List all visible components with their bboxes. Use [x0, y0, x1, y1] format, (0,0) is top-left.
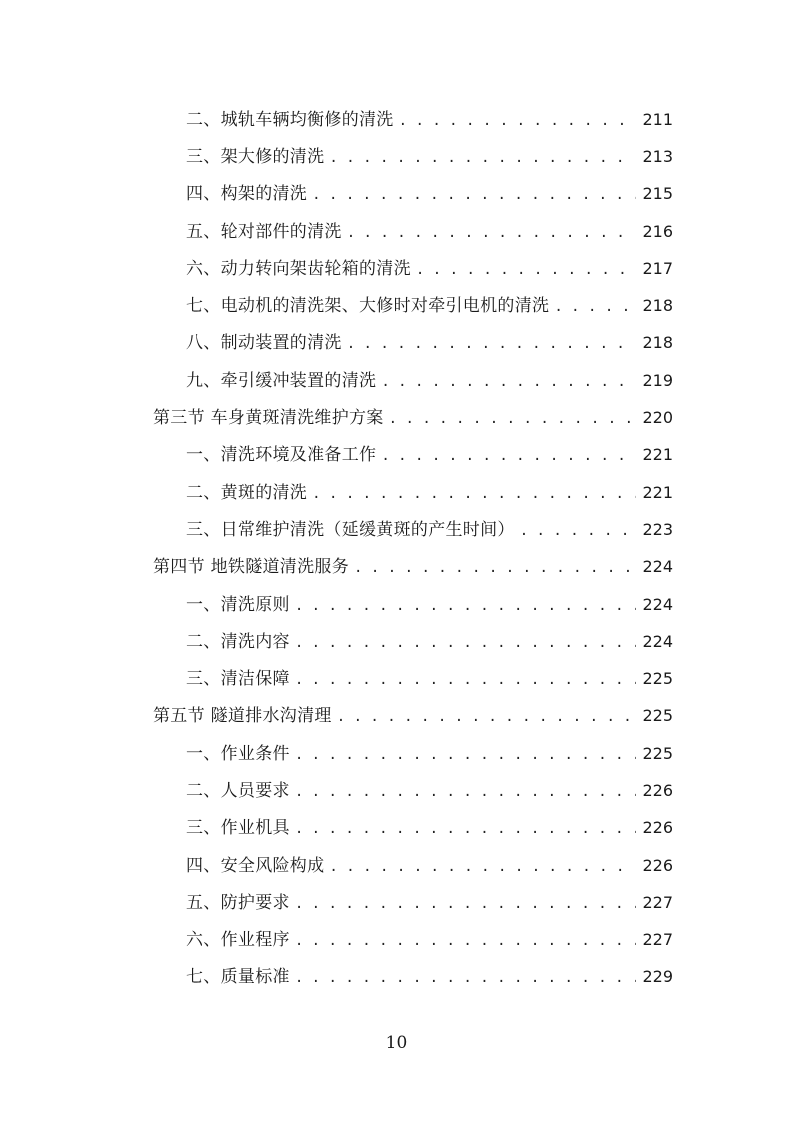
toc-section-entry[interactable]	[0, 698, 793, 735]
toc-entry-title: 第三节 车身黄斑清洗维护方案	[153, 408, 384, 429]
toc-subsection-entry[interactable]	[0, 810, 793, 847]
toc-dot-leader	[354, 558, 636, 578]
toc-entry-page-number: 217	[642, 258, 673, 278]
toc-section-entry[interactable]	[0, 399, 793, 436]
toc-subsection-entry[interactable]	[0, 287, 793, 324]
toc-entry-page-number: 224	[642, 594, 673, 614]
toc-entry-page-number: 225	[642, 669, 673, 689]
toc-entry-page-number: 225	[642, 743, 673, 763]
toc-dot-leader	[520, 521, 636, 541]
toc-entry-title: 八、制动装置的清洗	[186, 333, 342, 354]
toc-entry-page-number: 223	[642, 519, 673, 539]
toc-entry-title: 七、电动机的清洗架、大修时对牵引电机的清洗	[186, 296, 550, 317]
toc-dot-leader	[347, 223, 636, 243]
toc-entry-page-number: 226	[642, 818, 673, 838]
toc-section-entry[interactable]	[0, 549, 793, 586]
toc-subsection-entry[interactable]	[0, 213, 793, 250]
toc-subsection-entry[interactable]	[0, 847, 793, 884]
toc-subsection-entry[interactable]	[0, 437, 793, 474]
page-number: 10	[385, 1033, 408, 1053]
toc-entry-title: 二、清洗内容	[186, 631, 290, 652]
toc-dot-leader	[416, 260, 636, 280]
toc-entry-title: 五、轮对部件的清洗	[186, 221, 342, 242]
toc-dot-leader	[295, 633, 636, 653]
toc-subsection-entry[interactable]	[0, 660, 793, 697]
toc-entry-page-number: 221	[642, 482, 673, 502]
toc-subsection-entry[interactable]	[0, 884, 793, 921]
toc-entry-page-number: 219	[642, 370, 673, 390]
toc-subsection-entry[interactable]	[0, 511, 793, 548]
toc-entry-title: 四、安全风险构成	[186, 855, 325, 876]
toc-dot-leader	[295, 782, 636, 802]
toc-subsection-entry[interactable]	[0, 772, 793, 809]
toc-entry-title: 一、作业条件	[186, 743, 290, 764]
toc-subsection-entry[interactable]	[0, 735, 793, 772]
toc-subsection-entry[interactable]	[0, 250, 793, 287]
toc-entry-title: 二、城轨车辆均衡修的清洗	[186, 109, 394, 130]
toc-entry-title: 二、人员要求	[186, 780, 290, 801]
toc-dot-leader	[554, 297, 636, 317]
toc-entry-title: 六、作业程序	[186, 930, 290, 951]
toc-dot-leader	[312, 185, 636, 205]
toc-dot-leader	[295, 745, 636, 765]
toc-entry-page-number: 224	[642, 557, 673, 577]
toc-entry-title: 九、牵引缓冲装置的清洗	[186, 370, 377, 391]
toc-entry-title: 一、清洗环境及准备工作	[186, 445, 377, 466]
toc-dot-leader	[347, 334, 636, 354]
toc-dot-leader	[295, 670, 636, 690]
toc-entry-page-number: 215	[642, 184, 673, 204]
toc-entry-page-number: 216	[642, 221, 673, 241]
toc-entry-title: 五、防护要求	[186, 892, 290, 913]
toc-entry-title: 三、清洁保障	[186, 669, 290, 690]
toc-subsection-entry[interactable]	[0, 474, 793, 511]
toc-subsection-entry[interactable]	[0, 922, 793, 959]
toc-entry-page-number: 213	[642, 146, 673, 166]
toc-subsection-entry[interactable]	[0, 623, 793, 660]
toc-entry-title: 三、架大修的清洗	[186, 146, 325, 167]
toc-entry-page-number: 225	[642, 706, 673, 726]
toc-dot-leader	[295, 968, 636, 988]
toc-subsection-entry[interactable]	[0, 586, 793, 623]
toc-entry-page-number: 218	[642, 296, 673, 316]
toc-entry-title: 三、日常维护清洗（延缓黄斑的产生时间）	[186, 519, 515, 540]
toc-entry-title: 七、质量标准	[186, 967, 290, 988]
toc-subsection-entry[interactable]	[0, 101, 793, 138]
toc-dot-leader	[399, 111, 636, 131]
toc-dot-leader	[295, 894, 636, 914]
table-of-contents	[0, 101, 793, 996]
toc-dot-leader	[329, 148, 636, 168]
toc-dot-leader	[295, 931, 636, 951]
toc-subsection-entry[interactable]	[0, 138, 793, 175]
toc-entry-title: 六、动力转向架齿轮箱的清洗	[186, 258, 411, 279]
toc-dot-leader	[389, 409, 636, 429]
toc-entry-title: 一、清洗原则	[186, 594, 290, 615]
toc-dot-leader	[329, 857, 636, 877]
toc-entry-title: 二、黄斑的清洗	[186, 482, 308, 503]
toc-subsection-entry[interactable]	[0, 176, 793, 213]
toc-dot-leader	[337, 707, 636, 727]
toc-entry-title: 第四节 地铁隧道清洗服务	[153, 557, 350, 578]
toc-dot-leader	[381, 446, 636, 466]
toc-entry-title: 四、构架的清洗	[186, 184, 308, 205]
toc-subsection-entry[interactable]	[0, 362, 793, 399]
toc-entry-page-number: 211	[642, 109, 673, 129]
toc-dot-leader	[295, 819, 636, 839]
toc-entry-page-number: 229	[642, 967, 673, 987]
toc-subsection-entry[interactable]	[0, 325, 793, 362]
toc-entry-page-number: 226	[642, 855, 673, 875]
toc-dot-leader	[312, 484, 636, 504]
toc-entry-page-number: 226	[642, 780, 673, 800]
toc-entry-page-number: 227	[642, 892, 673, 912]
toc-subsection-entry[interactable]	[0, 959, 793, 996]
toc-entry-page-number: 220	[642, 408, 673, 428]
toc-entry-page-number: 221	[642, 445, 673, 465]
toc-entry-page-number: 227	[642, 930, 673, 950]
toc-entry-title: 第五节 隧道排水沟清理	[153, 706, 332, 727]
toc-entry-page-number: 218	[642, 333, 673, 353]
toc-dot-leader	[381, 372, 636, 392]
toc-entry-title: 三、作业机具	[186, 818, 290, 839]
toc-entry-page-number: 224	[642, 631, 673, 651]
toc-dot-leader	[295, 596, 636, 616]
